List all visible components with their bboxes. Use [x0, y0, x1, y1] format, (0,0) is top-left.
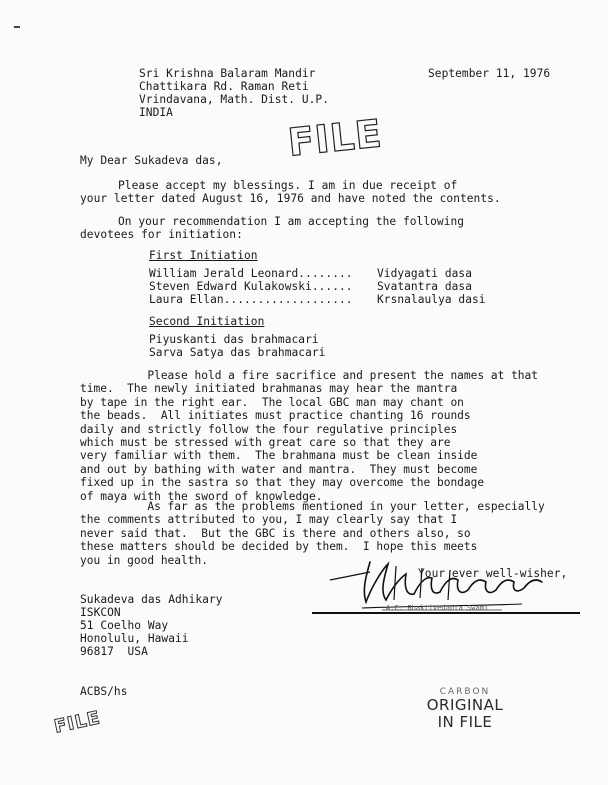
in-file-label: IN FILE [437, 713, 493, 731]
address-line-1: Sri Krishna Balaram Mandir [139, 67, 316, 80]
letter-date: September 11, 1976 [428, 67, 551, 80]
para4-line: these matters should be decided by them. I hope this meets [80, 540, 478, 554]
para3-line: which must be stressed with great care so that they are [80, 436, 451, 449]
second-initiate-1: Piyuskanti das brahmacari [149, 333, 319, 346]
address-line-2: Chattikara Rd. Raman Reti [139, 80, 309, 93]
para4-line: you in good health. [80, 553, 208, 567]
initiate-3-name: Laura Ellan................... [149, 293, 353, 306]
para1-line1: Please accept my blessings. I am in due receipt of [118, 179, 458, 192]
para4-line: As far as the problems mentioned in your letter, especially [80, 500, 545, 513]
para4-line: never said that. But the GBC is there and others also, so [80, 526, 471, 540]
para3-line: very familiar with them. The brahmana must be clean inside [80, 449, 478, 463]
para3-line: of maya with the sword of knowledge. [80, 489, 323, 503]
para3-line: daily and strictly follow the four regulative principles [80, 422, 458, 436]
margin-mark [14, 26, 20, 28]
closing: Your ever well-wisher, [418, 567, 568, 580]
original-label: ORIGINAL [426, 696, 504, 714]
initiate-3-dasa: Krsnalaulya dasi [377, 293, 486, 306]
bottom-file-stamp: FILE [52, 707, 103, 738]
first-initiation-heading: First Initiation [149, 249, 258, 262]
initiate-2-name: Steven Edward Kulakowski...... [149, 280, 353, 293]
para4-line: the comments attributed to you, I may clearly say that I [80, 513, 458, 527]
para3-line: time. The newly initiated brahmanas may hear the mantra [80, 382, 458, 396]
recipient-line-2: ISKCON [80, 606, 121, 619]
recipient-line-5: 96817 USA [80, 645, 148, 658]
address-line-4: INDIA [139, 106, 173, 119]
para3-line: the beads. All initiates must practice chanting 16 rounds [80, 409, 471, 423]
salutation: My Dear Sukadeva das, [80, 154, 223, 167]
para1-line2: your letter dated August 16, 1976 and have noted the contents. [80, 192, 501, 205]
address-line-3: Vrindavana, Math. Dist. U.P. [139, 93, 329, 106]
recipient-line-1: Sukadeva das Adhikary [80, 593, 223, 606]
signatory-initials: A.C. Bhaktivedanta Swami [386, 604, 489, 612]
original-in-file-stamp [410, 687, 520, 731]
para3-line: and out by bathing with water and mantra. They must become [80, 462, 478, 476]
para3-line: by tape in the right ear. The local GBC man may chant on [80, 395, 464, 409]
initiate-1-name: William Jerald Leonard........ [149, 267, 353, 280]
para2-line2: devotees for initiation: [80, 228, 243, 241]
initiate-2-dasa: Svatantra dasa [377, 280, 472, 293]
reference-initials: ACBS/hs [80, 685, 128, 698]
para3-line: fixed up in the sastra so that they may overcome the bondage [80, 476, 485, 490]
carbon-label: CARBON [439, 687, 491, 697]
initiate-1-dasa: Vidyagati dasa [377, 267, 472, 280]
para2-line1: On your recommendation I am accepting the following [118, 215, 465, 228]
second-initiation-heading: Second Initiation [149, 315, 265, 328]
recipient-line-4: Honolulu, Hawaii [80, 632, 189, 645]
recipient-line-3: 51 Coelho Way [80, 619, 169, 632]
second-initiate-2: Sarva Satya das brahmacari [149, 346, 326, 359]
para3-line: Please hold a fire sacrifice and present the names at that [80, 369, 539, 382]
file-stamp: FILE [285, 111, 385, 165]
